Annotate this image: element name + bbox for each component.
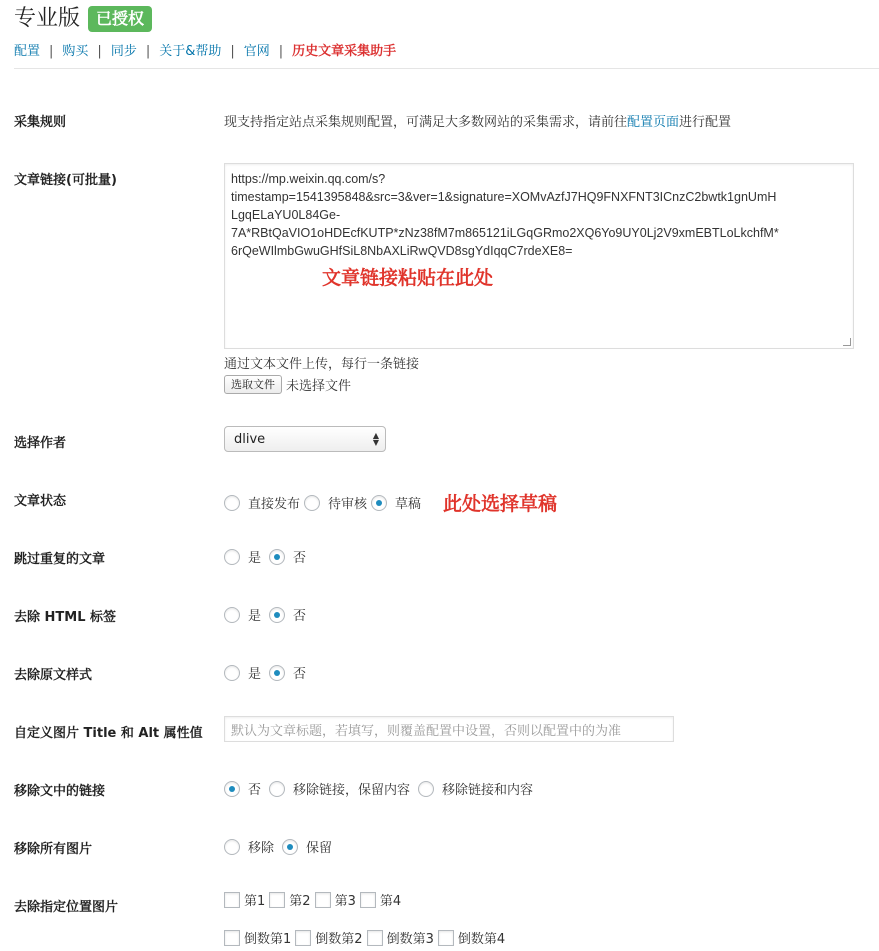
status-radio-pending[interactable] (304, 495, 320, 511)
skip-duplicate-label: 跳过重复的文章 (14, 552, 106, 567)
config-page-link[interactable]: 配置页面 (627, 115, 680, 130)
nav-sync[interactable]: 同步 (110, 44, 137, 59)
strip-html-radio-no[interactable] (269, 607, 285, 623)
skip-duplicate-radio-yes[interactable] (224, 549, 240, 565)
status-radio-publish[interactable] (224, 495, 240, 511)
rules-label: 采集规则 (14, 115, 67, 130)
checkbox-first-1[interactable] (224, 892, 240, 908)
image-title-input[interactable]: 默认为文章标题，若填写，则覆盖配置中设置，否则以配置中的为准 (224, 716, 674, 742)
strip-html-radio-yes[interactable] (224, 607, 240, 623)
draft-annotation: 此处选择草稿 (443, 493, 558, 515)
author-select[interactable]: dlive ▲ ▼ (224, 426, 386, 452)
choose-file-button[interactable]: 选取文件 (224, 375, 282, 394)
checkbox-last-1[interactable] (224, 930, 240, 946)
checkbox-first-4[interactable] (360, 892, 376, 908)
remove-links-radio-no[interactable] (224, 781, 240, 797)
strip-style-radio-yes[interactable] (224, 665, 240, 681)
nav-buy[interactable]: 购买 (62, 44, 89, 59)
skip-duplicate-radio-no[interactable] (269, 549, 285, 565)
rules-description: 现支持指定站点采集规则配置，可满足大多数网站的采集需求，请前往配置页面进行配置 (224, 115, 732, 130)
remove-images-radio-keep[interactable] (282, 839, 298, 855)
remove-links-radio-remove-all[interactable] (418, 781, 434, 797)
nav-config[interactable]: 配置 (14, 44, 41, 59)
upload-help-text: 通过文本文件上传，每行一条链接 (224, 357, 420, 372)
checkbox-last-2[interactable] (295, 930, 311, 946)
checkbox-first-2[interactable] (269, 892, 285, 908)
page-title: 专业版 (14, 6, 81, 31)
nav-official-site[interactable]: 官网 (243, 44, 270, 59)
remove-images-radio-remove[interactable] (224, 839, 240, 855)
strip-style-radio-no[interactable] (269, 665, 285, 681)
strip-html-label: 去除 HTML 标签 (14, 610, 117, 625)
checkbox-last-3[interactable] (367, 930, 383, 946)
strip-style-label: 去除原文样式 (14, 668, 93, 683)
header-divider (14, 68, 879, 69)
remove-links-label: 移除文中的链接 (14, 784, 106, 799)
status-radio-draft[interactable] (371, 495, 387, 511)
author-label: 选择作者 (14, 436, 67, 451)
resize-handle-icon[interactable] (843, 338, 851, 346)
checkbox-first-3[interactable] (315, 892, 331, 908)
nav-history-collector[interactable]: 历史文章采集助手 (292, 44, 397, 59)
paste-annotation: 文章链接粘贴在此处 (322, 268, 494, 289)
image-title-label: 自定义图片 Title 和 Alt 属性值 (14, 726, 203, 741)
links-label: 文章链接(可批量) (14, 173, 117, 188)
page-header (14, 4, 396, 59)
file-status: 未选择文件 (286, 379, 352, 394)
nav-about-help[interactable]: 关于&帮助 (159, 44, 222, 59)
license-badge: 已授权 (88, 6, 152, 32)
remove-images-label: 移除所有图片 (14, 842, 93, 857)
top-nav: 配置 | 购买 | 同步 | 关于&帮助 | 官网 | 历史文章采集助手 (14, 44, 397, 59)
remove-position-images-label: 去除指定位置图片 (14, 900, 119, 915)
remove-links-radio-keep-content[interactable] (269, 781, 285, 797)
select-arrows-icon: ▲ ▼ (372, 431, 379, 447)
article-links-textarea[interactable]: https://mp.weixin.qq.com/s? timestamp=1541395848&src=3&ver=1&signature=XOMvAzfJ7HQ9FNXFNT3ICnzC2bwtk1gnUmH LgqELaYU0L84Ge- 7A*RBtQaVIO1oHDEcfKUTP*zNz38fM7m865121iLGqGRmo2XQ6Yo9UY0Lj2V9xmEBTLoLkchfM* 6rQeWIlmbGwuGHfSiL8NbAXLiRwQVD8sgYdIqqC7rdeXE8= 文章链接粘贴在此处 (224, 163, 854, 349)
status-label: 文章状态 (14, 494, 67, 509)
checkbox-last-4[interactable] (438, 930, 454, 946)
